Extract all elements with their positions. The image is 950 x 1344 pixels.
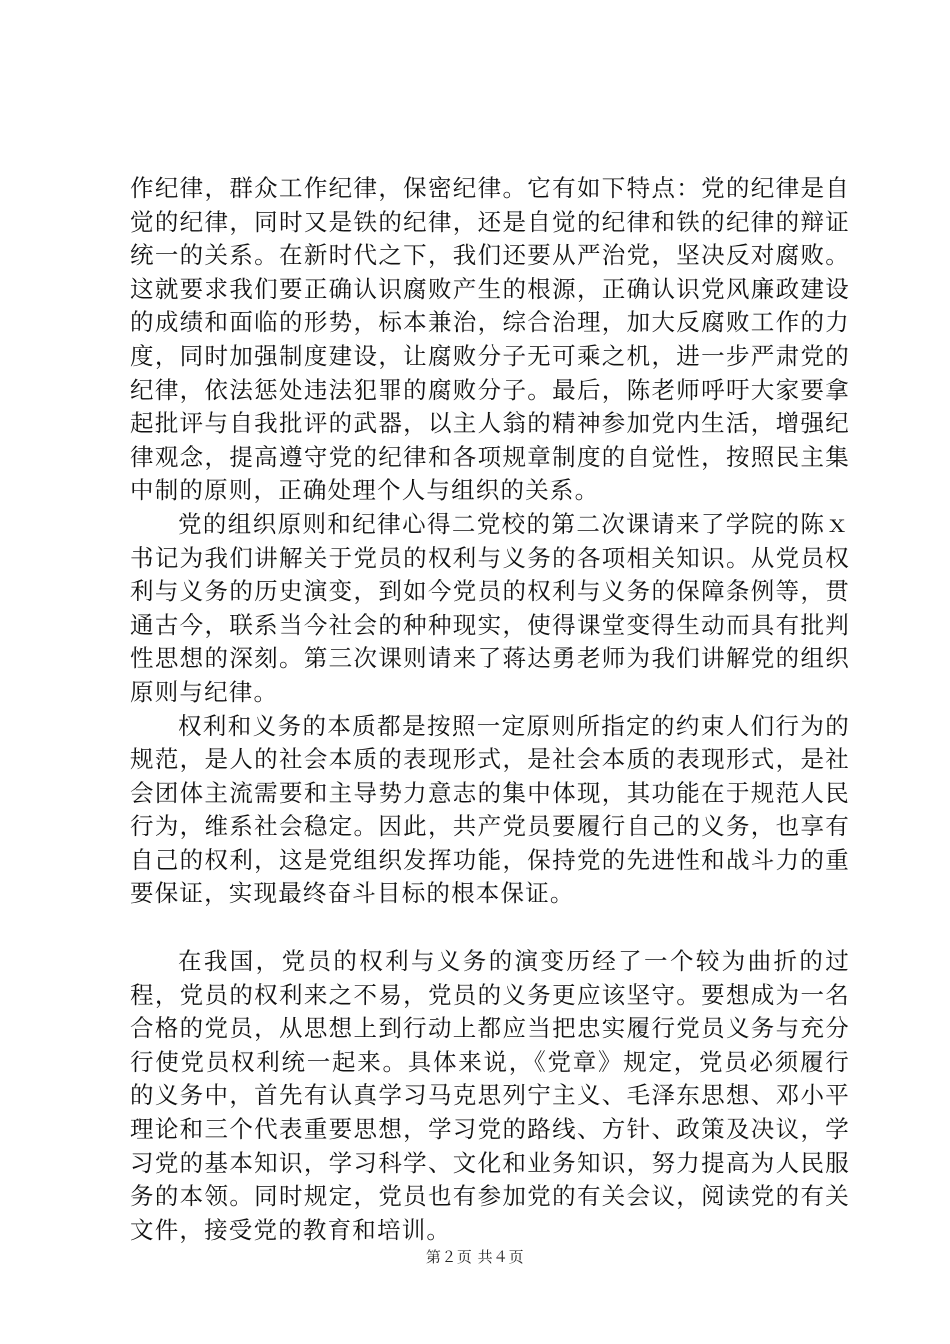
document-body bbox=[130, 172, 850, 1247]
paragraph-continued: 作纪律，群众工作纪律，保密纪律。它有如下特点：党的纪律是自觉的纪律，同时又是铁的纪律，还是自觉的纪律和铁的纪律的辩证统一的关系。在新时代之下，我们还要从严治党，坚决反对腐败。这就要求我们要正确认识腐败产生的根源，正确认识党风廉政建设的成绩和面临的形势，标本兼治，综合治理，加大反腐败工作的力度，同时加强制度建设，让腐败分子无可乘之机，进一步严肃党的纪律，依法惩处违法犯罪的腐败分子。最后，陈老师呼吁大家要拿起批评与自我批评的武器，以主人翁的精神参加党内生活，增强纪律观念，提高遵守党的纪律和各项规章制度的自觉性，按照民主集中制的原则，正确处理个人与组织的关系。 bbox=[130, 174, 850, 505]
paragraph: 党的组织原则和纪律心得二党校的第二次课请来了学院的陈ｘ书记为我们讲解关于党员的权利与义务的各项相关知识。从党员权利与义务的历史演变，到如今党员的权利与义务的保障条例等，贯通古今，联系当今社会的种种现实，使得课堂变得生动而具有批判性思想的深刻。第三次课则请来了蒋达勇老师为我们讲解党的组织原则与纪律。 bbox=[130, 509, 850, 706]
page-footer: 第２页 共４页 bbox=[425, 1248, 525, 1266]
paragraph: 在我国，党员的权利与义务的演变历经了一个较为曲折的过程，党员的权利来之不易，党员的义务更应该坚守。要想成为一名合格的党员，从思想上到行动上都应当把忠实履行党员义务与充分行使党员权利统一起来。具体来说，《党章》规定，党员必须履行的义务中，首先有认真学习马克思列宁主义、毛泽东思想、邓小平理论和三个代表重要思想，学习党的路线、方针、政策及决议，学习党的基本知识，学习科学、文化和业务知识，努力提高为人民服务的本领。同时规定，党员也有参加党的有关会议，阅读党的有关文件，接受党的教育和培训。 bbox=[130, 947, 850, 1244]
paragraph: 权利和义务的本质都是按照一定原则所指定的约束人们行为的规范，是人的社会本质的表现形式，是社会本质的表现形式，是社会团体主流需要和主导势力意志的集中体现，其功能在于规范人民行为，维系社会稳定。因此，共产党员要履行自己的义务，也享有自己的权利，这是党组织发挥功能，保持党的先进性和战斗力的重要保证，实现最终奋斗目标的根本保证。 bbox=[130, 711, 850, 908]
